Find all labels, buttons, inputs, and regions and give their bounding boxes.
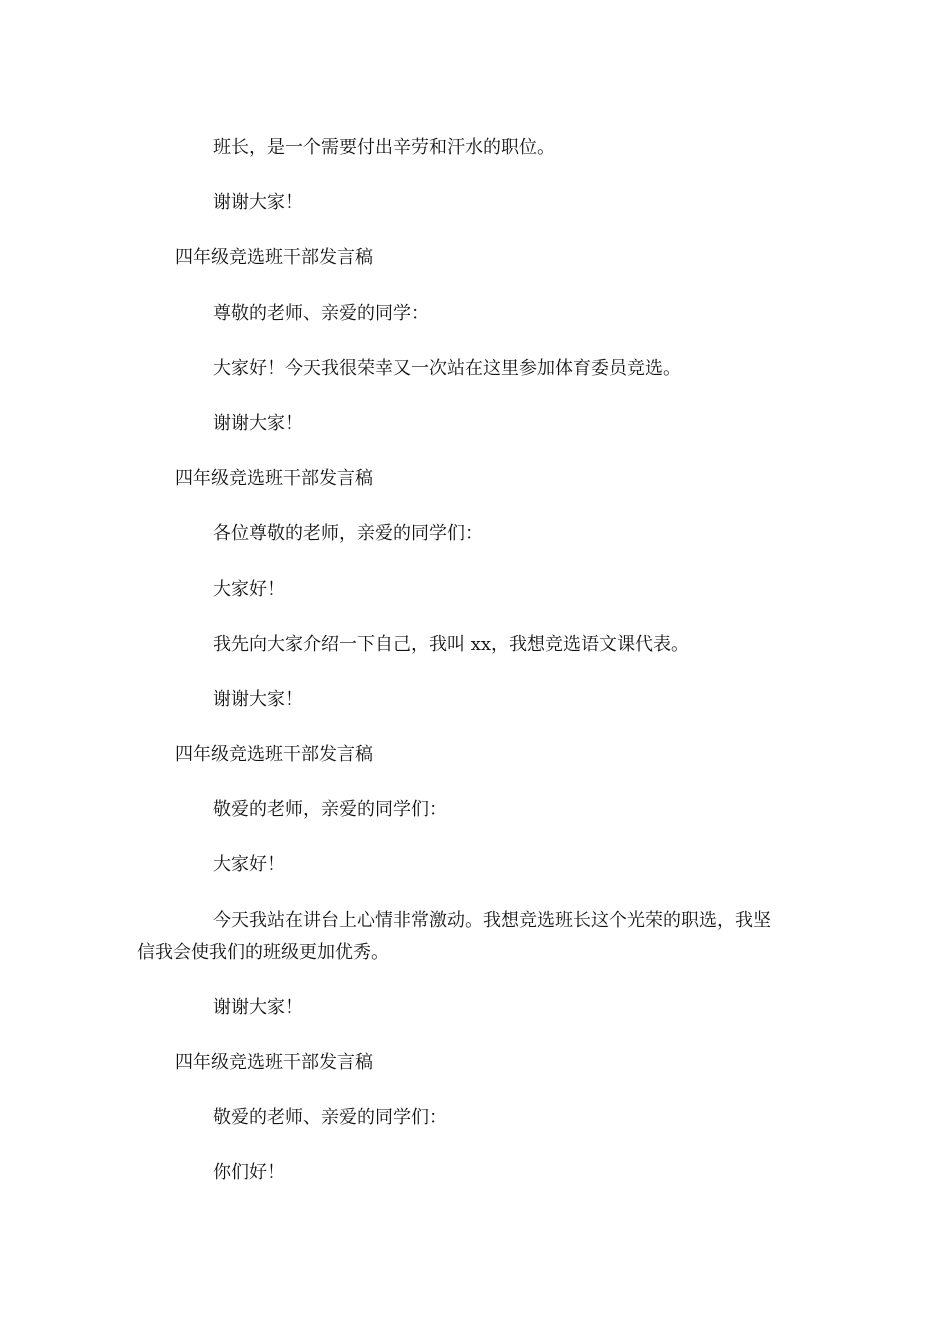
paragraph: 谢谢大家！ — [213, 413, 303, 434]
paragraph: 谢谢大家！ — [213, 192, 303, 213]
paragraph-continuation: 信我会使我们的班级更加优秀。 — [137, 942, 389, 963]
paragraph: 今天我站在讲台上心情非常激动。我想竞选班长这个光荣的职选，我坚 — [213, 910, 771, 931]
paragraph: 谢谢大家！ — [213, 997, 303, 1018]
salutation: 敬爱的老师，亲爱的同学们： — [213, 799, 447, 820]
section-heading: 四年级竞选班干部发言稿 — [175, 247, 373, 268]
salutation: 尊敬的老师、亲爱的同学： — [213, 303, 429, 324]
paragraph: 大家好！ — [213, 854, 285, 875]
paragraph: 班长，是一个需要付出辛劳和汗水的职位。 — [213, 137, 555, 158]
salutation: 各位尊敬的老师，亲爱的同学们： — [213, 523, 483, 544]
paragraph: 大家好！今天我很荣幸又一次站在这里参加体育委员竞选。 — [213, 358, 681, 379]
section-heading: 四年级竞选班干部发言稿 — [175, 468, 373, 489]
salutation: 敬爱的老师、亲爱的同学们： — [213, 1107, 447, 1128]
section-heading: 四年级竞选班干部发言稿 — [175, 1052, 373, 1073]
paragraph: 谢谢大家！ — [213, 689, 303, 710]
paragraph: 大家好！ — [213, 579, 285, 600]
paragraph: 你们好！ — [213, 1162, 285, 1183]
section-heading: 四年级竞选班干部发言稿 — [175, 744, 373, 765]
paragraph: 我先向大家介绍一下自己，我叫 xx，我想竞选语文课代表。 — [213, 634, 690, 655]
